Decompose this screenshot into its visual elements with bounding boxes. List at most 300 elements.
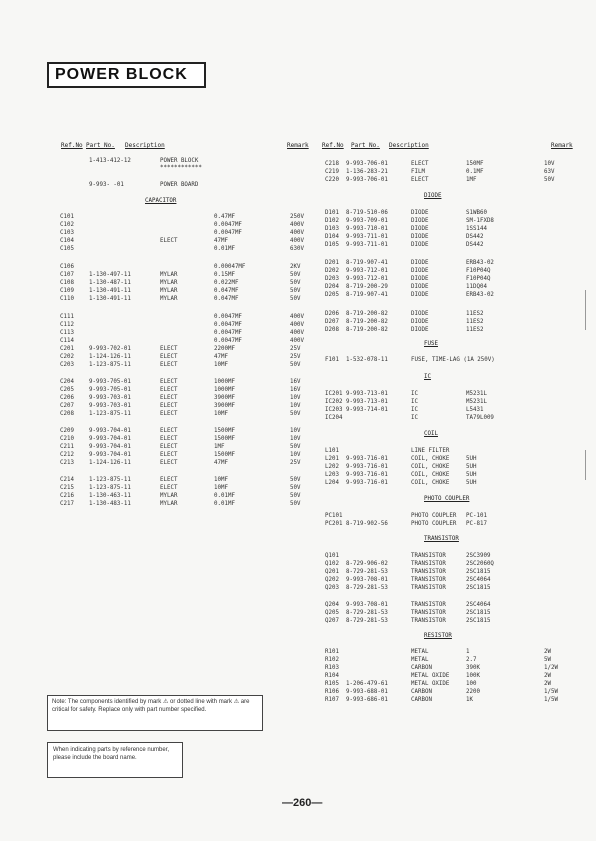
margin-line (585, 290, 586, 330)
cell-val: 1MF (466, 177, 477, 183)
cell-part: 8-719-200-82 (346, 311, 388, 317)
cell-rem: 400V (290, 322, 304, 328)
cell-desc: FUSE, TIME-LAG (1A 250V) (411, 357, 495, 363)
cell-val: 1000MF (214, 387, 235, 393)
cell-ref: C113 (60, 330, 74, 336)
cell-part: 8-719-907-41 (346, 260, 388, 266)
cell-rem: 1/5W (544, 697, 558, 703)
cell-rem: 50V (290, 362, 301, 368)
cell-desc: FILM (411, 169, 425, 175)
table-row (0, 225, 596, 233)
table-row (0, 664, 596, 672)
cell-desc: METAL OXIDE (411, 681, 450, 687)
cell-desc: ELECT (160, 477, 178, 483)
cell-part: 1-123-875-11 (89, 362, 131, 368)
cell-ref: C104 (60, 238, 74, 244)
cell-val: 3900MF (214, 403, 235, 409)
cell-val: 1500MF (214, 428, 235, 434)
table-row (0, 427, 596, 435)
cell-val: 0.0047MF (214, 322, 242, 328)
cell-val: TA79L009 (466, 415, 494, 421)
cell-ref: C216 (60, 493, 74, 499)
cell-rem: 50V (290, 296, 301, 302)
cell-ref: C102 (60, 222, 74, 228)
cell-ref: C209 (60, 428, 74, 434)
cell-ref: D101 (325, 210, 339, 216)
cell-part: 9-993-716-01 (346, 456, 388, 462)
cell-val: 0.1MF (466, 169, 484, 175)
cell-ref: L203 (325, 472, 339, 478)
cell-desc: PHOTO COUPLER (411, 513, 457, 519)
page-title: POWER BLOCK (55, 66, 188, 83)
cell-val: 11ES2 (466, 311, 484, 317)
cell-ref: Q101 (325, 553, 339, 559)
cell-val: F10P04Q (466, 268, 491, 274)
cell-val: PC-817 (466, 521, 487, 527)
cell-rem: 63V (544, 169, 555, 175)
header-part-left: Part No. (86, 142, 115, 149)
cell-desc: LINE FILTER (411, 448, 450, 454)
cell-val: 0.0047MF (214, 222, 242, 228)
cell-desc: DIODE (411, 242, 429, 248)
cell-desc: TRANSISTOR (411, 610, 446, 616)
cell-part: 9-993-705-01 (89, 387, 131, 393)
table-row (0, 398, 596, 406)
cell-ref: R104 (325, 673, 339, 679)
section-heading: CAPACITOR (145, 198, 177, 204)
table-row (0, 310, 596, 318)
table-row (0, 378, 596, 386)
cell-desc: TRANSISTOR (411, 561, 446, 567)
cell-ref: D103 (325, 226, 339, 232)
cell-desc: TRANSISTOR (411, 618, 446, 624)
cell-ref: D208 (325, 327, 339, 333)
cell-val: 11DQ04 (466, 284, 487, 290)
cell-desc: DIODE (411, 319, 429, 325)
cell-part: 8-729-281-53 (346, 585, 388, 591)
table-row (0, 648, 596, 656)
table-row (0, 275, 596, 283)
cell-rem: 50V (290, 477, 301, 483)
cell-ref: R106 (325, 689, 339, 695)
cell-part: 9-993-702-01 (89, 346, 131, 352)
cell-val: M5231L (466, 391, 487, 397)
cell-ref: D202 (325, 268, 339, 274)
cell-desc: ELECT (160, 346, 178, 352)
cell-part: 9-993-703-01 (89, 395, 131, 401)
cell-val: 1MF (214, 444, 225, 450)
cell-desc: ELECT (160, 403, 178, 409)
cell-ref: D206 (325, 311, 339, 317)
table-row (0, 233, 596, 241)
cell-ref: C211 (60, 444, 74, 450)
header-desc-right: Description (389, 142, 429, 149)
cell-desc: IC (411, 391, 418, 397)
cell-ref: C215 (60, 485, 74, 491)
cell-rem: 10V (290, 428, 301, 434)
cell-part: 9-993-704-01 (89, 452, 131, 458)
cell-ref: C112 (60, 322, 74, 328)
cell-rem: 10V (290, 403, 301, 409)
table-row (0, 267, 596, 275)
table-row (0, 435, 596, 443)
cell-desc: IC (411, 415, 418, 421)
cell-ref: C204 (60, 379, 74, 385)
cell-rem: 630V (290, 246, 304, 252)
table-row (0, 680, 596, 688)
cell-val: 2SC3909 (466, 553, 491, 559)
table-row (0, 672, 596, 680)
cell-desc: DIODE (411, 218, 429, 224)
cell-val: 47MF (214, 238, 228, 244)
cell-desc: TRANSISTOR (411, 569, 446, 575)
page-number: —260— (282, 797, 323, 809)
reference-note: When indicating parts by reference number, please include the board name. (47, 742, 183, 778)
cell-val: 2SC4064 (466, 577, 491, 583)
table-row (0, 390, 596, 398)
section-heading: COIL (424, 431, 438, 437)
cell-part: 1-130-487-11 (89, 280, 131, 286)
cell-part: 1-130-463-11 (89, 493, 131, 499)
cell-part: 9-993-714-01 (346, 407, 388, 413)
cell-desc: COIL, CHOKE (411, 472, 450, 478)
cell-val: 0.01MF (214, 501, 235, 507)
table-row (0, 326, 596, 334)
cell-rem: 400V (290, 222, 304, 228)
table-row (0, 447, 596, 455)
cell-desc: DIODE (411, 327, 429, 333)
cell-rem: 50V (290, 444, 301, 450)
cell-val: 2SC1815 (466, 610, 491, 616)
cell-val: L5431 (466, 407, 484, 413)
cell-val: 11ES2 (466, 327, 484, 333)
cell-val: 10MF (214, 485, 228, 491)
cell-val: 3900MF (214, 395, 235, 401)
cell-ref: D105 (325, 242, 339, 248)
table-row (0, 552, 596, 560)
cell-desc: MYLAR (160, 272, 178, 278)
table-row (0, 479, 596, 487)
cell-part: 9-993-716-01 (346, 472, 388, 478)
cell-val: 2.7 (466, 657, 477, 663)
cell-desc: ELECT (160, 238, 178, 244)
cell-part: 9-993-709-01 (346, 218, 388, 224)
cell-part: 8-719-902-56 (346, 521, 388, 527)
cell-rem: 50V (544, 177, 555, 183)
cell-ref: IC203 (325, 407, 343, 413)
cell-val: 0.047MF (214, 296, 239, 302)
cell-ref: Q205 (325, 610, 339, 616)
cell-part: 9-993-704-01 (89, 436, 131, 442)
cell-val: ERB43-02 (466, 260, 494, 266)
cell-rem: 50V (290, 272, 301, 278)
table-row (0, 283, 596, 291)
cell-ref: PC201 (325, 521, 343, 527)
cell-part: 1-123-875-11 (89, 485, 131, 491)
cell-val: PC-101 (466, 513, 487, 519)
table-row (0, 520, 596, 528)
cell-ref: F101 (325, 357, 339, 363)
section-heading: PHOTO COUPLER (424, 496, 470, 502)
cell-part: 8-719-907-41 (346, 292, 388, 298)
cell-ref: D207 (325, 319, 339, 325)
cell-ref: C111 (60, 314, 74, 320)
cell-val: 0.022MF (214, 280, 239, 286)
cell-part: 8-719-200-29 (346, 284, 388, 290)
cell-ref: IC204 (325, 415, 343, 421)
cell-desc: DIODE (411, 268, 429, 274)
cell-ref: C106 (60, 264, 74, 270)
cell-rem: 10V (290, 436, 301, 442)
cell-ref: C103 (60, 230, 74, 236)
cell-rem: 1/2W (544, 665, 558, 671)
cell-val: 0.01MF (214, 246, 235, 252)
cell-desc: ************ (160, 165, 202, 171)
cell-desc: DIODE (411, 226, 429, 232)
cell-desc: MYLAR (160, 493, 178, 499)
cell-ref: C207 (60, 403, 74, 409)
table-row (0, 576, 596, 584)
cell-part: 9-993-711-01 (346, 234, 388, 240)
section-heading: FUSE (424, 341, 438, 347)
cell-val: 5UH (466, 456, 477, 462)
cell-part: 9-993-704-01 (89, 428, 131, 434)
cell-val: 100 (466, 681, 477, 687)
cell-ref: C110 (60, 296, 74, 302)
cell-ref: L201 (325, 456, 339, 462)
table-row (0, 160, 596, 168)
cell-ref: R102 (325, 657, 339, 663)
cell-part: 1-123-875-11 (89, 411, 131, 417)
table-row (0, 356, 596, 364)
cell-desc: POWER BOARD (160, 182, 199, 188)
cell-desc: IC (411, 399, 418, 405)
cell-desc: CARBON (411, 665, 432, 671)
table-row (0, 568, 596, 576)
cell-part: 1-124-126-11 (89, 460, 131, 466)
cell-val: 100K (466, 673, 480, 679)
cell-val: 0.15MF (214, 272, 235, 278)
cell-val: 2SC1815 (466, 569, 491, 575)
cell-desc: ELECT (160, 485, 178, 491)
cell-ref: L202 (325, 464, 339, 470)
cell-desc: MYLAR (160, 296, 178, 302)
cell-part: 9-993-712-01 (346, 268, 388, 274)
cell-part: 9-993-713-01 (346, 391, 388, 397)
cell-val: 0.047MF (214, 288, 239, 294)
table-row (0, 656, 596, 664)
cell-part: 1-130-483-11 (89, 501, 131, 507)
cell-val: DS442 (466, 242, 484, 248)
cell-part: 8-729-281-53 (346, 569, 388, 575)
table-row (0, 241, 596, 249)
margin-line (585, 450, 586, 480)
cell-desc: ELECT (411, 177, 429, 183)
cell-desc: PHOTO COUPLER (411, 521, 457, 527)
cell-part: 8-719-510-06 (346, 210, 388, 216)
cell-ref: Q102 (325, 561, 339, 567)
cell-val: 10MF (214, 362, 228, 368)
cell-ref: PC101 (325, 513, 343, 519)
cell-rem: 10V (290, 452, 301, 458)
cell-val: F10P04Q (466, 276, 491, 282)
cell-val: 47MF (214, 460, 228, 466)
cell-ref: D201 (325, 260, 339, 266)
header-remark-right: Remark (551, 142, 573, 149)
cell-desc: ELECT (160, 362, 178, 368)
cell-rem: 2W (544, 681, 551, 687)
cell-ref: Q202 (325, 577, 339, 583)
cell-rem: 25V (290, 346, 301, 352)
cell-part: 9-993-686-01 (346, 697, 388, 703)
cell-val: 1500MF (214, 452, 235, 458)
cell-val: 0.0047MF (214, 230, 242, 236)
cell-ref: L204 (325, 480, 339, 486)
header-desc-left: Description (125, 142, 165, 149)
cell-ref: C108 (60, 280, 74, 286)
table-row (0, 345, 596, 353)
cell-desc: DIODE (411, 210, 429, 216)
cell-part: 9-993-688-01 (346, 689, 388, 695)
table-row (0, 560, 596, 568)
cell-part: 8-719-200-82 (346, 319, 388, 325)
cell-ref: D205 (325, 292, 339, 298)
table-row (0, 584, 596, 592)
cell-part: 9-993-703-01 (89, 403, 131, 409)
cell-val: 1000MF (214, 379, 235, 385)
cell-part: 9-993-704-01 (89, 444, 131, 450)
cell-val: DS442 (466, 234, 484, 240)
cell-desc: DIODE (411, 276, 429, 282)
table-row (0, 168, 596, 176)
cell-ref: C105 (60, 246, 74, 252)
cell-val: 10MF (214, 411, 228, 417)
cell-ref: C101 (60, 214, 74, 220)
header-part-right: Part No. (351, 142, 380, 149)
cell-ref: C220 (325, 177, 339, 183)
cell-desc: COIL, CHOKE (411, 456, 450, 462)
cell-rem: 2KV (290, 264, 301, 270)
cell-val: 390K (466, 665, 480, 671)
cell-part: 1-532-078-11 (346, 357, 388, 363)
table-row (0, 500, 596, 508)
cell-ref: C214 (60, 477, 74, 483)
table-row (0, 455, 596, 463)
cell-desc: CARBON (411, 697, 432, 703)
cell-rem: 50V (290, 485, 301, 491)
cell-desc: ELECT (160, 354, 178, 360)
cell-ref: R103 (325, 665, 339, 671)
cell-desc: METAL (411, 649, 429, 655)
table-row (0, 209, 596, 217)
table-row (0, 609, 596, 617)
cell-val: 47MF (214, 354, 228, 360)
cell-ref: C201 (60, 346, 74, 352)
cell-val: 0.0047MF (214, 330, 242, 336)
cell-desc: CARBON (411, 689, 432, 695)
cell-part: 8-729-906-02 (346, 561, 388, 567)
cell-part: 1-130-491-11 (89, 288, 131, 294)
cell-desc: DIODE (411, 260, 429, 266)
cell-desc: METAL (411, 657, 429, 663)
cell-ref: D203 (325, 276, 339, 282)
cell-val: 2SC1815 (466, 618, 491, 624)
cell-part: 9-993- -01 (89, 182, 124, 188)
cell-desc: TRANSISTOR (411, 602, 446, 608)
cell-part: 1-130-497-11 (89, 272, 131, 278)
cell-rem: 25V (290, 460, 301, 466)
cell-desc: ELECT (160, 452, 178, 458)
table-row (0, 406, 596, 414)
table-row (0, 259, 596, 267)
cell-desc: TRANSISTOR (411, 553, 446, 559)
cell-val: 2SC2060Q (466, 561, 494, 567)
cell-val: M5231L (466, 399, 487, 405)
cell-part: 9-993-706-01 (346, 177, 388, 183)
cell-desc: DIODE (411, 284, 429, 290)
cell-ref: D102 (325, 218, 339, 224)
cell-val: 1 (466, 649, 470, 655)
table-row (0, 176, 596, 184)
cell-rem: 1/5W (544, 689, 558, 695)
cell-rem: 400V (290, 330, 304, 336)
cell-rem: 50V (290, 288, 301, 294)
cell-val: 2200 (466, 689, 480, 695)
cell-val: 1K (466, 697, 473, 703)
cell-desc: ELECT (160, 379, 178, 385)
cell-ref: C210 (60, 436, 74, 442)
cell-desc: ELECT (160, 428, 178, 434)
cell-desc: MYLAR (160, 288, 178, 294)
section-heading: RESISTOR (424, 633, 452, 639)
cell-part: 9-993-710-01 (346, 226, 388, 232)
table-row (0, 492, 596, 500)
cell-val: 0.00047MF (214, 264, 246, 270)
cell-desc: DIODE (411, 234, 429, 240)
table-row (0, 471, 596, 479)
cell-desc: ELECT (160, 460, 178, 466)
cell-part: 9-993-713-01 (346, 399, 388, 405)
cell-ref: C114 (60, 338, 74, 344)
cell-val: 2SC4064 (466, 602, 491, 608)
cell-part: 1-206-479-61 (346, 681, 388, 687)
cell-val: 5UH (466, 464, 477, 470)
cell-desc: TRANSISTOR (411, 585, 446, 591)
table-row (0, 512, 596, 520)
cell-desc: ELECT (160, 395, 178, 401)
cell-part: 1-123-875-11 (89, 477, 131, 483)
cell-ref: Q207 (325, 618, 339, 624)
cell-desc: COIL, CHOKE (411, 464, 450, 470)
cell-ref: Q204 (325, 602, 339, 608)
cell-part: 9-993-705-01 (89, 379, 131, 385)
table-row (0, 601, 596, 609)
cell-rem: 16V (290, 379, 301, 385)
cell-rem: 400V (290, 338, 304, 344)
cell-desc: METAL OXIDE (411, 673, 450, 679)
section-heading: TRANSISTOR (424, 536, 459, 542)
cell-part: 9-993-716-01 (346, 464, 388, 470)
section-heading: IC (424, 374, 431, 380)
cell-ref: IC202 (325, 399, 343, 405)
cell-part: 8-729-281-53 (346, 618, 388, 624)
cell-part: 1-136-283-21 (346, 169, 388, 175)
cell-desc: ELECT (160, 387, 178, 393)
cell-desc: DIODE (411, 311, 429, 317)
cell-ref: C218 (325, 161, 339, 167)
cell-val: 150MF (466, 161, 484, 167)
cell-rem: 400V (290, 314, 304, 320)
